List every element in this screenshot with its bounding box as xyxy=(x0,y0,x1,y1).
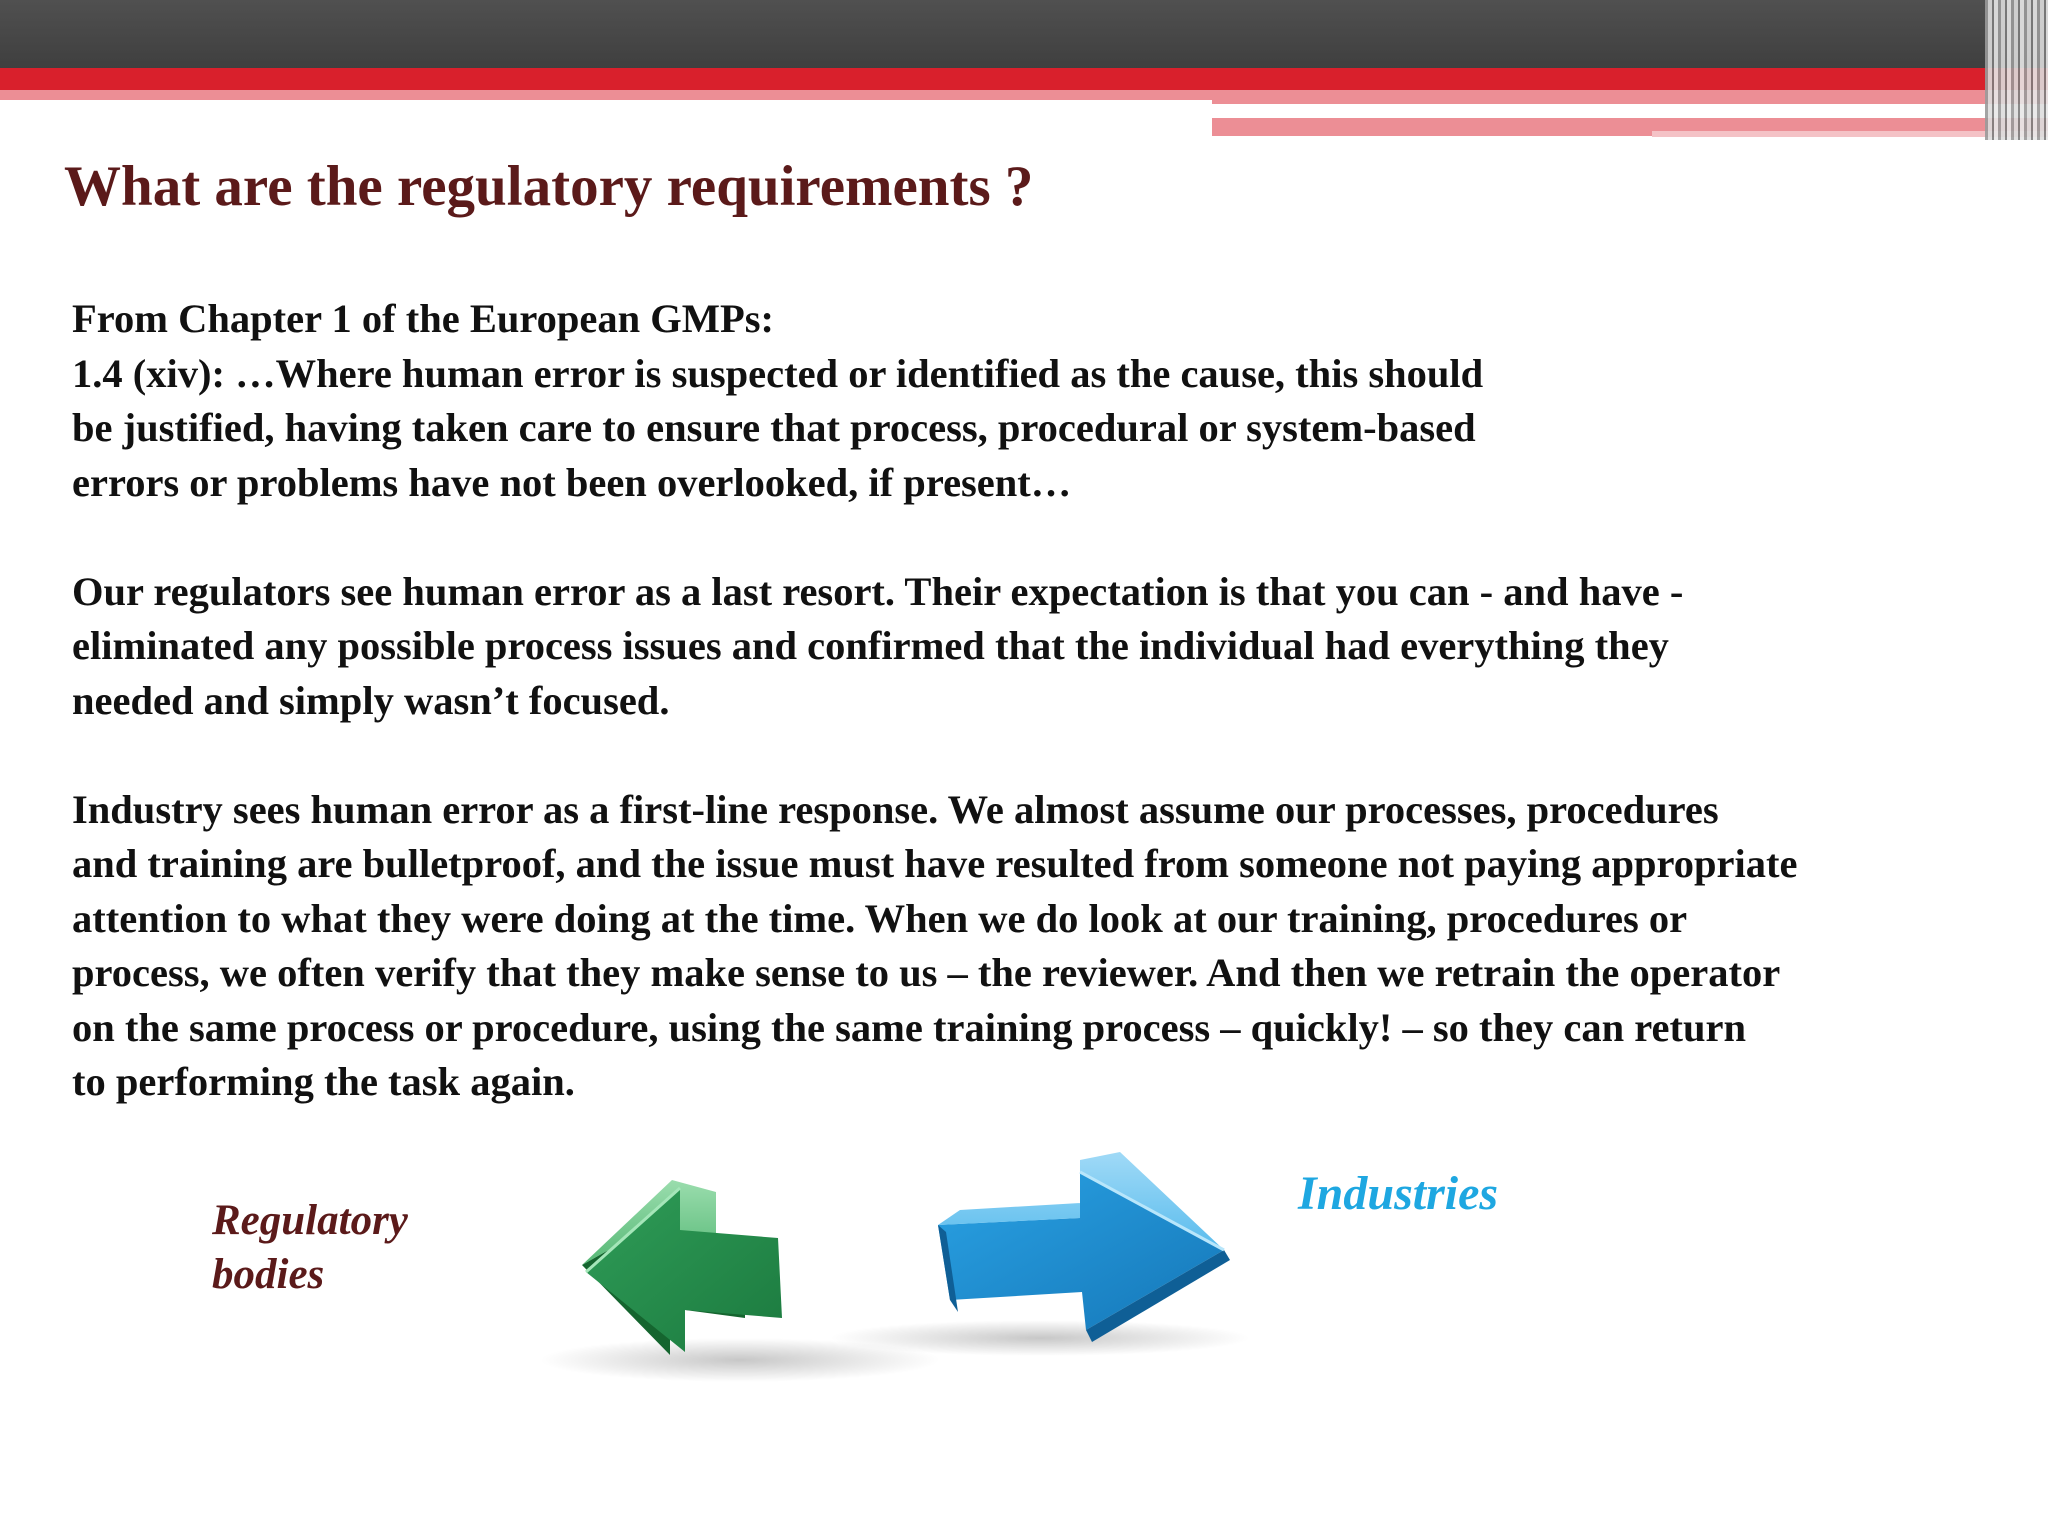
gmp-quote-line: 1.4 (xiv): …Where human error is suspected or identified as the cause, this should xyxy=(72,350,1484,396)
header-pink-band xyxy=(0,90,1212,100)
header-white-line xyxy=(1212,110,1897,115)
industries-label: Industries xyxy=(1298,1167,1499,1220)
green-arrow-left-icon xyxy=(582,1180,782,1355)
header-pink-step xyxy=(1212,118,1652,136)
section-gmp xyxy=(72,292,2012,510)
gmp-quote-line: be justified, having taken care to ensure that process, procedural or system-based xyxy=(72,405,1476,450)
slide-body xyxy=(72,292,2012,1110)
gmp-heading: From Chapter 1 of the European GMPs: xyxy=(72,296,774,341)
header-dark-bar xyxy=(0,0,2048,68)
industry-line: and training are bulletproof, and the issue must have resulted from someone not paying appropriate xyxy=(72,841,1798,886)
header-red-bar xyxy=(0,68,2048,90)
regulatory-label-line: Regulatory xyxy=(212,1197,408,1244)
header-stripes-decoration xyxy=(1985,0,2048,140)
regulators-line: Our regulators see human error as a last resort. Their expectation is that you can - and have - xyxy=(72,568,1684,614)
industry-line: Industry sees human error as a first-line response. We almost assume our processes, procedures xyxy=(72,786,1719,832)
industry-line: attention to what they were doing at the time. When we do look at our training, procedures or xyxy=(72,895,1688,941)
slide-title: What are the regulatory requirements ? xyxy=(64,155,1034,218)
section-regulators xyxy=(72,565,2012,729)
regulatory-bodies-label xyxy=(212,1194,472,1302)
industry-line: process, we often verify that they make sense to us – the reviewer. And then we retrain the operator xyxy=(72,950,1781,995)
arrow-shadow xyxy=(830,1320,1250,1356)
paragraph-gap xyxy=(72,728,2012,783)
regulators-line: eliminated any possible process issues and confirmed that the individual had everything they xyxy=(72,623,1669,668)
regulatory-label-line: bodies xyxy=(212,1251,325,1298)
regulators-line: needed and simply wasn’t focused. xyxy=(72,677,670,723)
gmp-quote-line: errors or problems have not been overlooked, if present… xyxy=(72,459,1072,505)
industry-line: on the same process or procedure, using the same training process – quickly! – so they can return xyxy=(72,1004,1747,1050)
header-pink-band-right xyxy=(1212,90,2048,104)
blue-arrow-right-icon xyxy=(938,1152,1230,1342)
industry-line: to performing the task again. xyxy=(72,1059,575,1104)
arrows-graphic xyxy=(520,1060,1280,1400)
paragraph-gap xyxy=(72,510,2012,565)
